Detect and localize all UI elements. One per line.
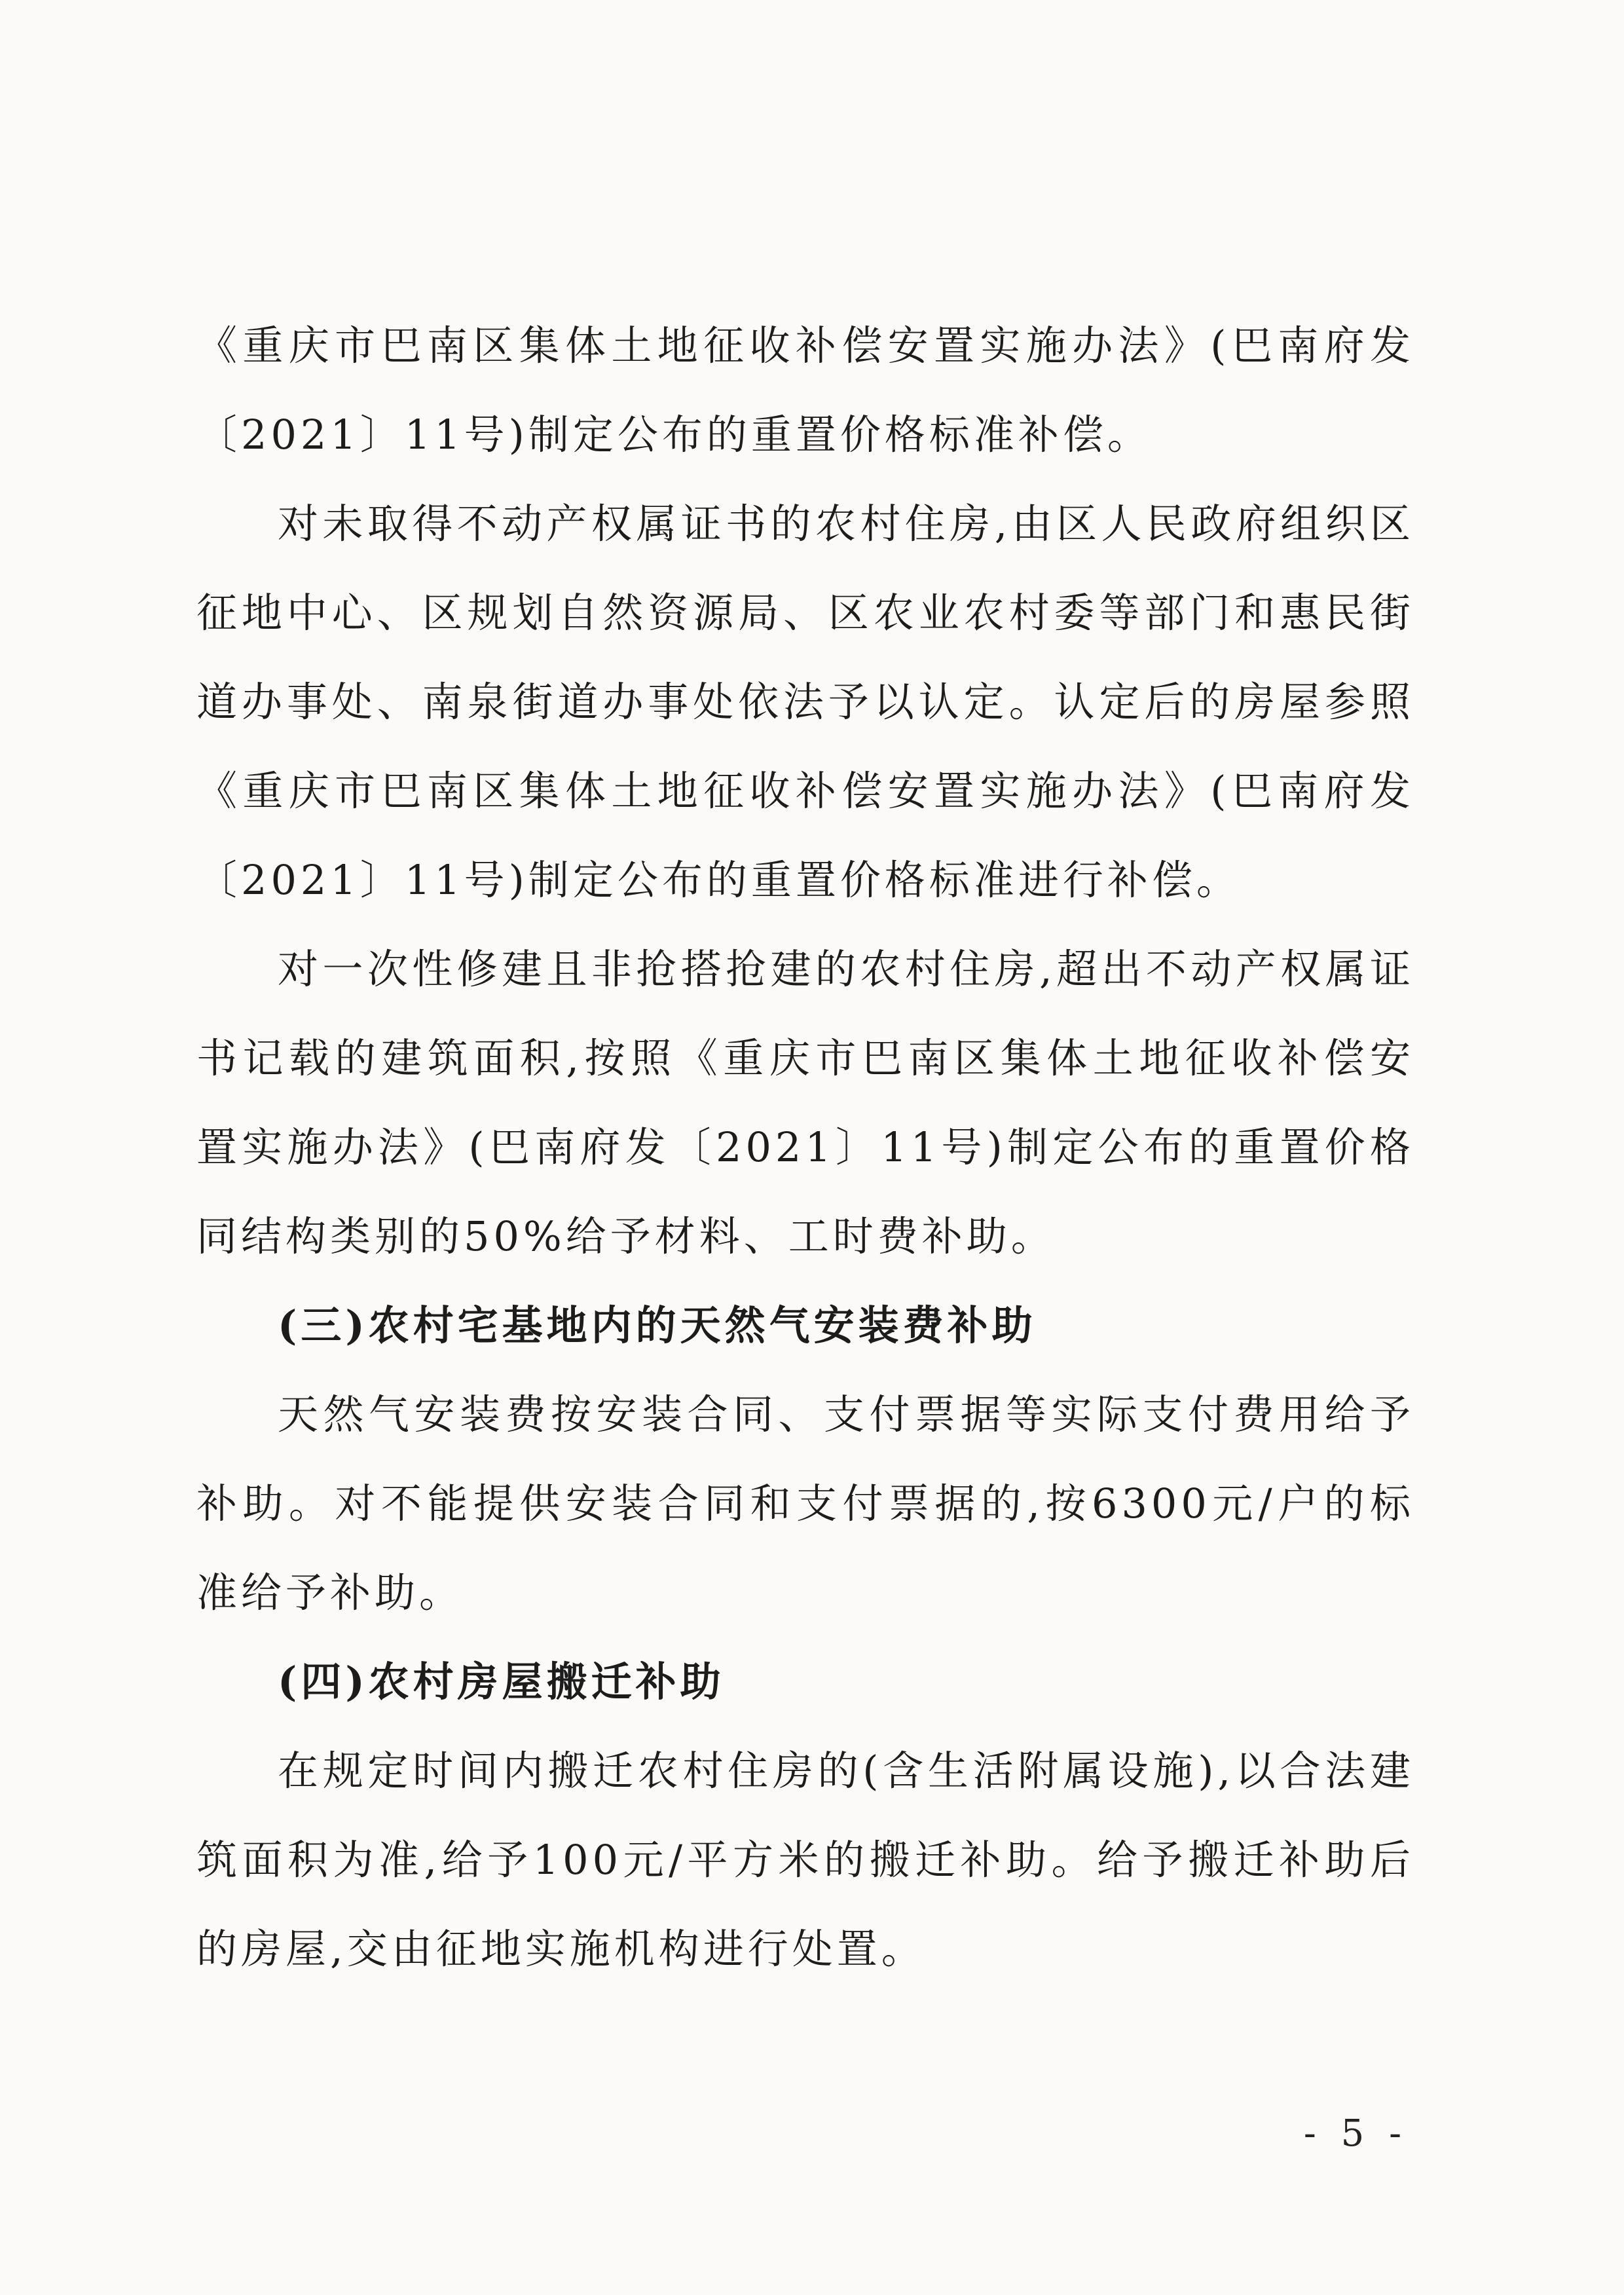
section-heading-relocation: (四)农村房屋搬迁补助 [278, 1658, 725, 1706]
page-number: - 5 - [1303, 2112, 1408, 2155]
document-body [196, 301, 1414, 1994]
paragraph-continuation: 《重庆市巴南区集体土地征收补偿安置实施办法》(巴南府发〔2021〕11号)制定公布的重置价格标准补偿。 [196, 322, 1414, 458]
paragraph-relocation: 在规定时间内搬迁农村住房的(含生活附属设施),以合法建筑面积为准,给予100元/平方米的搬迁补助。给予搬迁补助后的房屋,交由征地实施机构进行处置。 [196, 1747, 1414, 1973]
paragraph-uncertified-housing: 对未取得不动产权属证书的农村住房,由区人民政府组织区征地中心、区规划自然资源局、区农业农村委等部门和惠民街道办事处、南泉街道办事处依法予以认定。认定后的房屋参照《重庆市巴南区集体土地征收补偿安置实施办法》(巴南府发〔2021〕11号)制定公布的重置价格标准进行补偿。 [196, 500, 1414, 904]
section-heading-gas-installation: (三)农村宅基地内的天然气安装费补助 [278, 1301, 1037, 1349]
paragraph-excess-area: 对一次性修建且非抢搭抢建的农村住房,超出不动产权属证书记载的建筑面积,按照《重庆市巴南区集体土地征收补偿安置实施办法》(巴南府发〔2021〕11号)制定公布的重置价格同结构类别的50%给予材料、工时费补助。 [196, 945, 1414, 1260]
paragraph-gas-installation: 天然气安装费按安装合同、支付票据等实际支付费用给予补助。对不能提供安装合同和支付票据的,按6300元/户的标准给予补助。 [196, 1390, 1414, 1616]
